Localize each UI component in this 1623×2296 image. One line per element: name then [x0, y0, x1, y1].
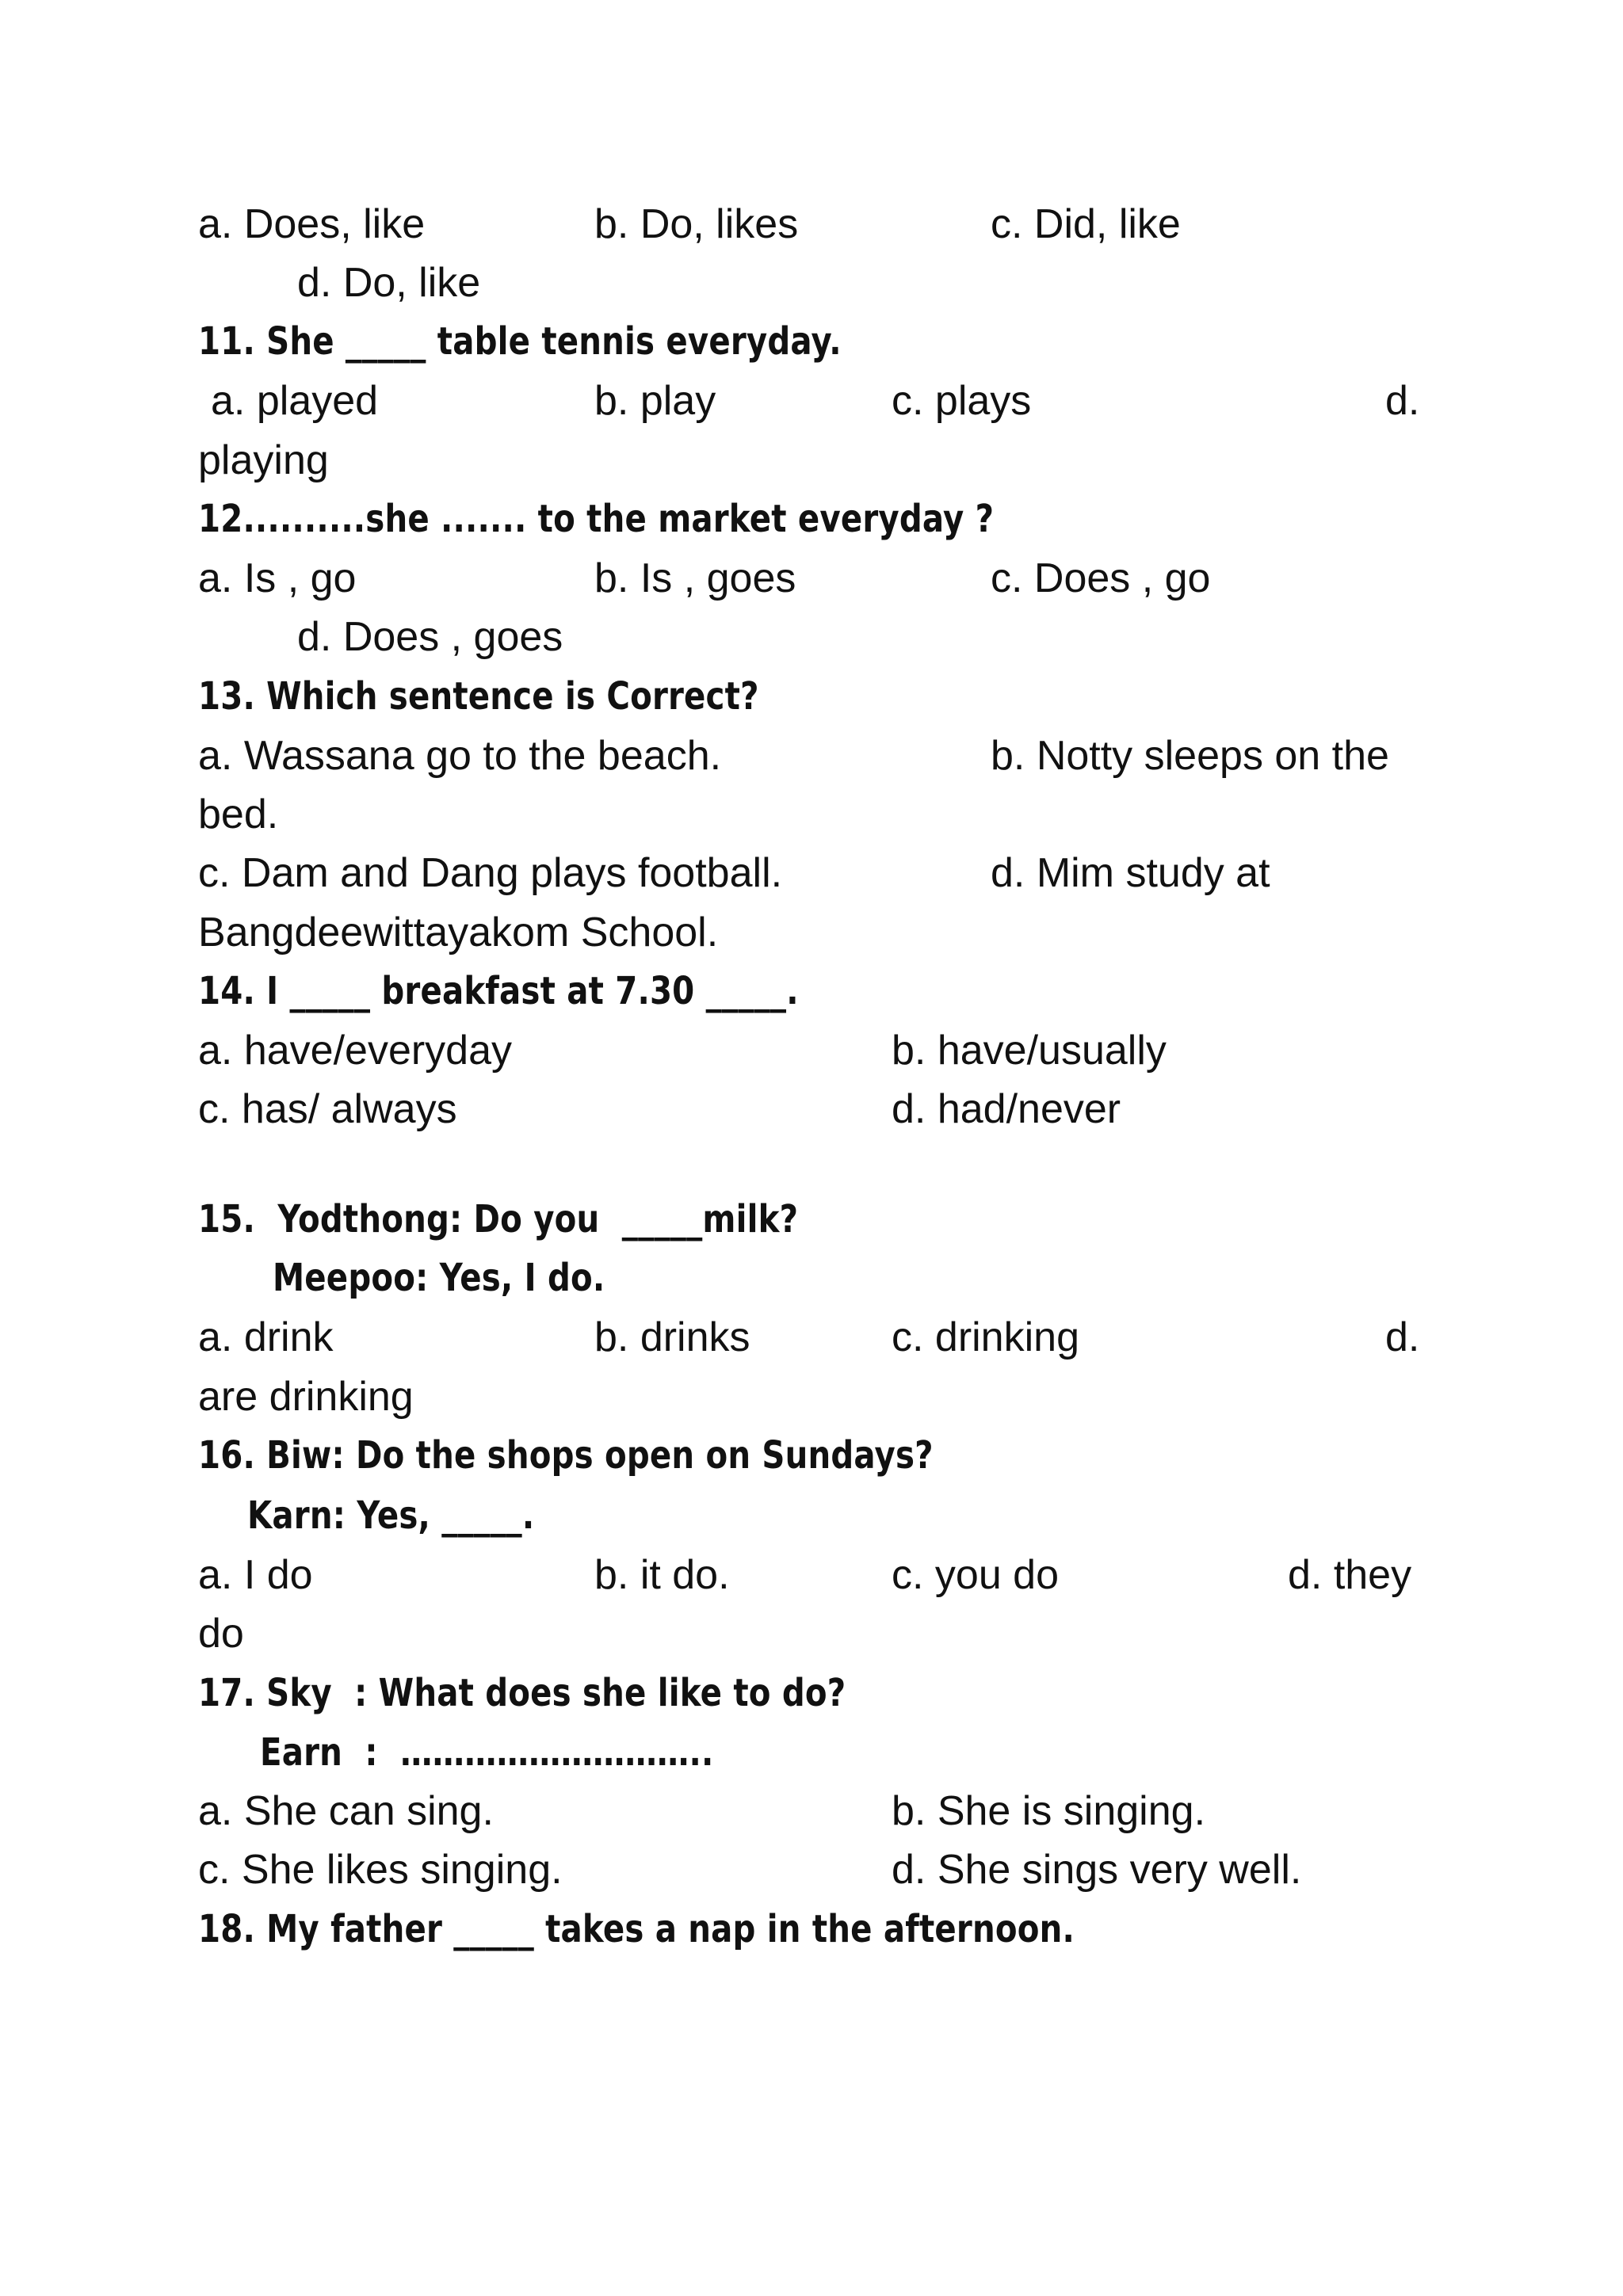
q13-options-row-4: [0, 903, 1623, 962]
q15-stem-line1: 15. Yodthong: Do you _____milk?: [198, 1197, 799, 1241]
q11-options-row: [0, 372, 1623, 430]
q15-option-a: a. drink: [198, 1314, 334, 1360]
q16-stem-line2: Karn: Yes, _____.: [247, 1493, 535, 1538]
q17-option-c: c. She likes singing.: [198, 1847, 563, 1893]
q16-stem-row-2: [0, 1486, 1623, 1545]
q14-stem: 14. I _____ breakfast at 7.30 _____.: [198, 969, 799, 1013]
q13-options-row-3: [0, 844, 1623, 902]
q13-stem: 13. Which sentence is Correct?: [198, 674, 759, 719]
q16-stem-line1: 16. Biw: Do the shops open on Sundays?: [198, 1433, 934, 1478]
q11-option-d-text: playing: [198, 437, 329, 483]
q17-option-d: d. She sings very well.: [892, 1847, 1302, 1893]
q13-option-c: c. Dam and Dang plays football.: [198, 850, 783, 896]
q11-option-a: a. played: [211, 378, 379, 424]
q11-option-b: b. play: [594, 378, 716, 424]
q16-options-row: [0, 1546, 1623, 1604]
q18-stem: 18. My father _____ takes a nap in the afternoon.: [198, 1907, 1075, 1951]
q14-options-row-2: [0, 1080, 1623, 1138]
q17-option-a: a. She can sing.: [198, 1788, 494, 1834]
q10-option-c: c. Did, like: [991, 201, 1181, 247]
q12-stem: 12..........she ....... to the market everyday ?: [198, 497, 995, 541]
q17-stem-line2: Earn : ………………………..: [260, 1730, 714, 1775]
q13-options-row-2: [0, 785, 1623, 844]
q14-stem-row: [0, 962, 1623, 1020]
q15-options-row: [0, 1308, 1623, 1367]
q15-options-row-2: [0, 1367, 1623, 1426]
q11-option-d-label: d.: [1385, 378, 1420, 424]
q13-options-row: [0, 727, 1623, 785]
q15-option-c: c. drinking: [892, 1314, 1079, 1360]
q12-option-a: a. Is , go: [198, 555, 357, 601]
q10-option-d: d. Do, like: [297, 260, 481, 306]
q14-option-b: b. have/usually: [892, 1028, 1167, 1074]
q15-stem-line2: Meepoo: Yes, I do.: [273, 1256, 605, 1300]
q12-stem-row: [0, 490, 1623, 548]
q12-options-row-2: [0, 608, 1623, 666]
q16-option-a: a. I do: [198, 1552, 313, 1598]
q10-option-a: a. Does, like: [198, 201, 426, 247]
q10-option-b: b. Do, likes: [594, 201, 799, 247]
q15-stem-row: [0, 1190, 1623, 1249]
q16-option-d-line1: d. they: [1288, 1552, 1412, 1598]
q12-options-row: [0, 549, 1623, 608]
q17-stem-row-2: [0, 1723, 1623, 1782]
q12-option-d: d. Does , goes: [297, 614, 563, 660]
q17-stem-row: [0, 1664, 1623, 1722]
q15-option-b: b. drinks: [594, 1314, 750, 1360]
q17-options-row: [0, 1782, 1623, 1840]
q11-stem-row: [0, 312, 1623, 371]
q13-option-b-line1: b. Notty sleeps on the: [991, 733, 1389, 779]
q16-option-b: b. it do.: [594, 1552, 730, 1598]
q13-option-d-line2: Bangdeewittayakom School.: [198, 910, 719, 955]
q17-options-row-2: [0, 1840, 1623, 1899]
q16-options-row-2: [0, 1604, 1623, 1663]
q13-option-d-line1: d. Mim study at: [991, 850, 1270, 896]
q16-stem-row: [0, 1426, 1623, 1485]
q15-option-d-text: are drinking: [198, 1374, 414, 1420]
q10-options-row: [0, 195, 1623, 254]
q12-option-c: c. Does , go: [991, 555, 1211, 601]
q11-option-c: c. plays: [892, 378, 1032, 424]
q17-option-b: b. She is singing.: [892, 1788, 1206, 1834]
q14-options-row: [0, 1021, 1623, 1080]
q12-option-b: b. Is , goes: [594, 555, 796, 601]
q16-option-d-line2: do: [198, 1611, 244, 1657]
q17-stem-line1: 17. Sky : What does she like to do?: [198, 1671, 846, 1715]
q14-option-c: c. has/ always: [198, 1086, 457, 1132]
q18-stem-row: [0, 1900, 1623, 1958]
q13-option-b-line2: bed.: [198, 791, 279, 837]
q10-options-row-2: [0, 254, 1623, 312]
q11-options-row-2: [0, 431, 1623, 490]
q15-stem-row-2: [0, 1249, 1623, 1307]
q11-stem: 11. She _____ table tennis everyday.: [198, 319, 842, 364]
q16-option-c: c. you do: [892, 1552, 1060, 1598]
q13-stem-row: [0, 667, 1623, 726]
q15-option-d-label: d.: [1385, 1314, 1420, 1360]
q14-option-a: a. have/everyday: [198, 1028, 513, 1074]
q14-option-d: d. had/never: [892, 1086, 1121, 1132]
q13-option-a: a. Wassana go to the beach.: [198, 733, 722, 779]
